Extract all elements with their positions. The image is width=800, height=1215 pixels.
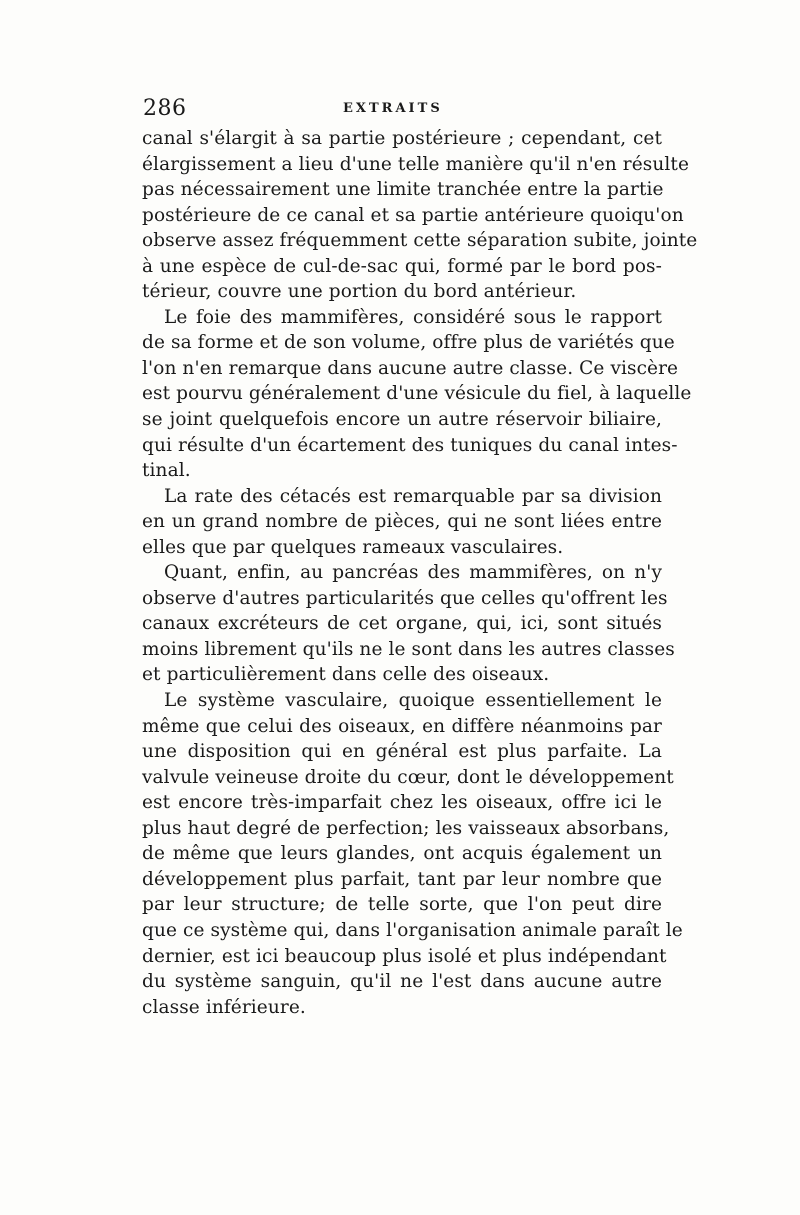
text-line: canal s'élargit à sa partie postérieure ; cependant, cet xyxy=(142,128,662,149)
text-line: et particulièrement dans celle des oiseaux. xyxy=(142,664,550,686)
text-line: térieur, couvre une portion du bord antérieur. xyxy=(142,281,577,303)
text-line: en un grand nombre de pièces, qui ne sont liées entre xyxy=(142,511,662,533)
text-line: Le foie des mammifères, considéré sous le rapport xyxy=(164,306,662,328)
text-line: élargissement a lieu d'une telle manière qu'il n'en résulte xyxy=(142,153,689,175)
text-line: Quant, enfin, au pancréas des mammifères, on n'y xyxy=(164,562,662,584)
body-text xyxy=(142,126,698,1020)
text-line: moins librement qu'ils ne le sont dans les autres classes xyxy=(142,638,675,660)
paragraph xyxy=(142,126,698,305)
text-line: que ce système qui, dans l'organisation animale paraît le xyxy=(142,919,683,941)
text-line: du système sanguin, qu'il ne l'est dans aucune autre xyxy=(142,971,662,993)
text-line: elles que par quelques rameaux vasculaires. xyxy=(142,536,564,558)
text-line: l'on n'en remarque dans aucune autre classe. Ce viscère xyxy=(142,357,679,379)
text-line: une disposition qui en général est plus parfaite. La xyxy=(142,741,662,763)
paragraph xyxy=(142,688,683,1020)
text-line: qui résulte d'un écartement des tuniques du canal intes- xyxy=(142,434,678,456)
text-line: de sa forme et de son volume, offre plus de variétés que xyxy=(142,332,675,354)
text-line: Le système vasculaire, quoique essentiellement le xyxy=(164,690,662,712)
text-line: développement plus parfait, tant par leur nombre que xyxy=(142,868,662,890)
text-line: observe d'autres particularités que celles qu'offrent les xyxy=(142,587,668,609)
paragraph xyxy=(142,305,692,484)
paragraph xyxy=(142,560,675,688)
text-line: par leur structure; de telle sorte, que l'on peut dire xyxy=(142,894,662,916)
text-line: La rate des cétacés est remarquable par sa division xyxy=(164,485,662,507)
text-line: pas nécessairement une limite tranchée entre la partie xyxy=(142,179,664,201)
text-line: classe inférieure. xyxy=(142,996,306,1018)
text-line: est pourvu généralement d'une vésicule du fiel, à laquelle xyxy=(142,383,692,405)
text-line: postérieure de ce canal et sa partie antérieure quoiqu'on xyxy=(142,204,684,226)
text-line: plus haut degré de perfection; les vaisseaux absorbans, xyxy=(142,817,670,839)
running-head: EXTRAITS xyxy=(343,101,443,116)
page-number: 286 xyxy=(143,96,187,121)
text-line: tinal. xyxy=(142,460,191,482)
text-line: est encore très-imparfait chez les oiseaux, offre ici le xyxy=(142,792,662,814)
text-line: canaux excréteurs de cet organe, qui, ici, sont situés xyxy=(142,613,662,635)
text-line: observe assez fréquemment cette séparation subite, jointe xyxy=(142,230,698,252)
text-line: à une espèce de cul-de-sac qui, formé par le bord pos- xyxy=(142,255,662,277)
text-line: dernier, est ici beaucoup plus isolé et plus indépendant xyxy=(142,945,667,967)
text-line: même que celui des oiseaux, en diffère néanmoins par xyxy=(142,715,662,737)
paragraph xyxy=(142,484,662,561)
page-header xyxy=(143,96,663,126)
text-line: se joint quelquefois encore un autre réservoir biliaire, xyxy=(142,409,662,431)
text-line: valvule veineuse droite du cœur, dont le développement xyxy=(142,766,674,788)
text-line: de même que leurs glandes, ont acquis également un xyxy=(142,843,662,865)
